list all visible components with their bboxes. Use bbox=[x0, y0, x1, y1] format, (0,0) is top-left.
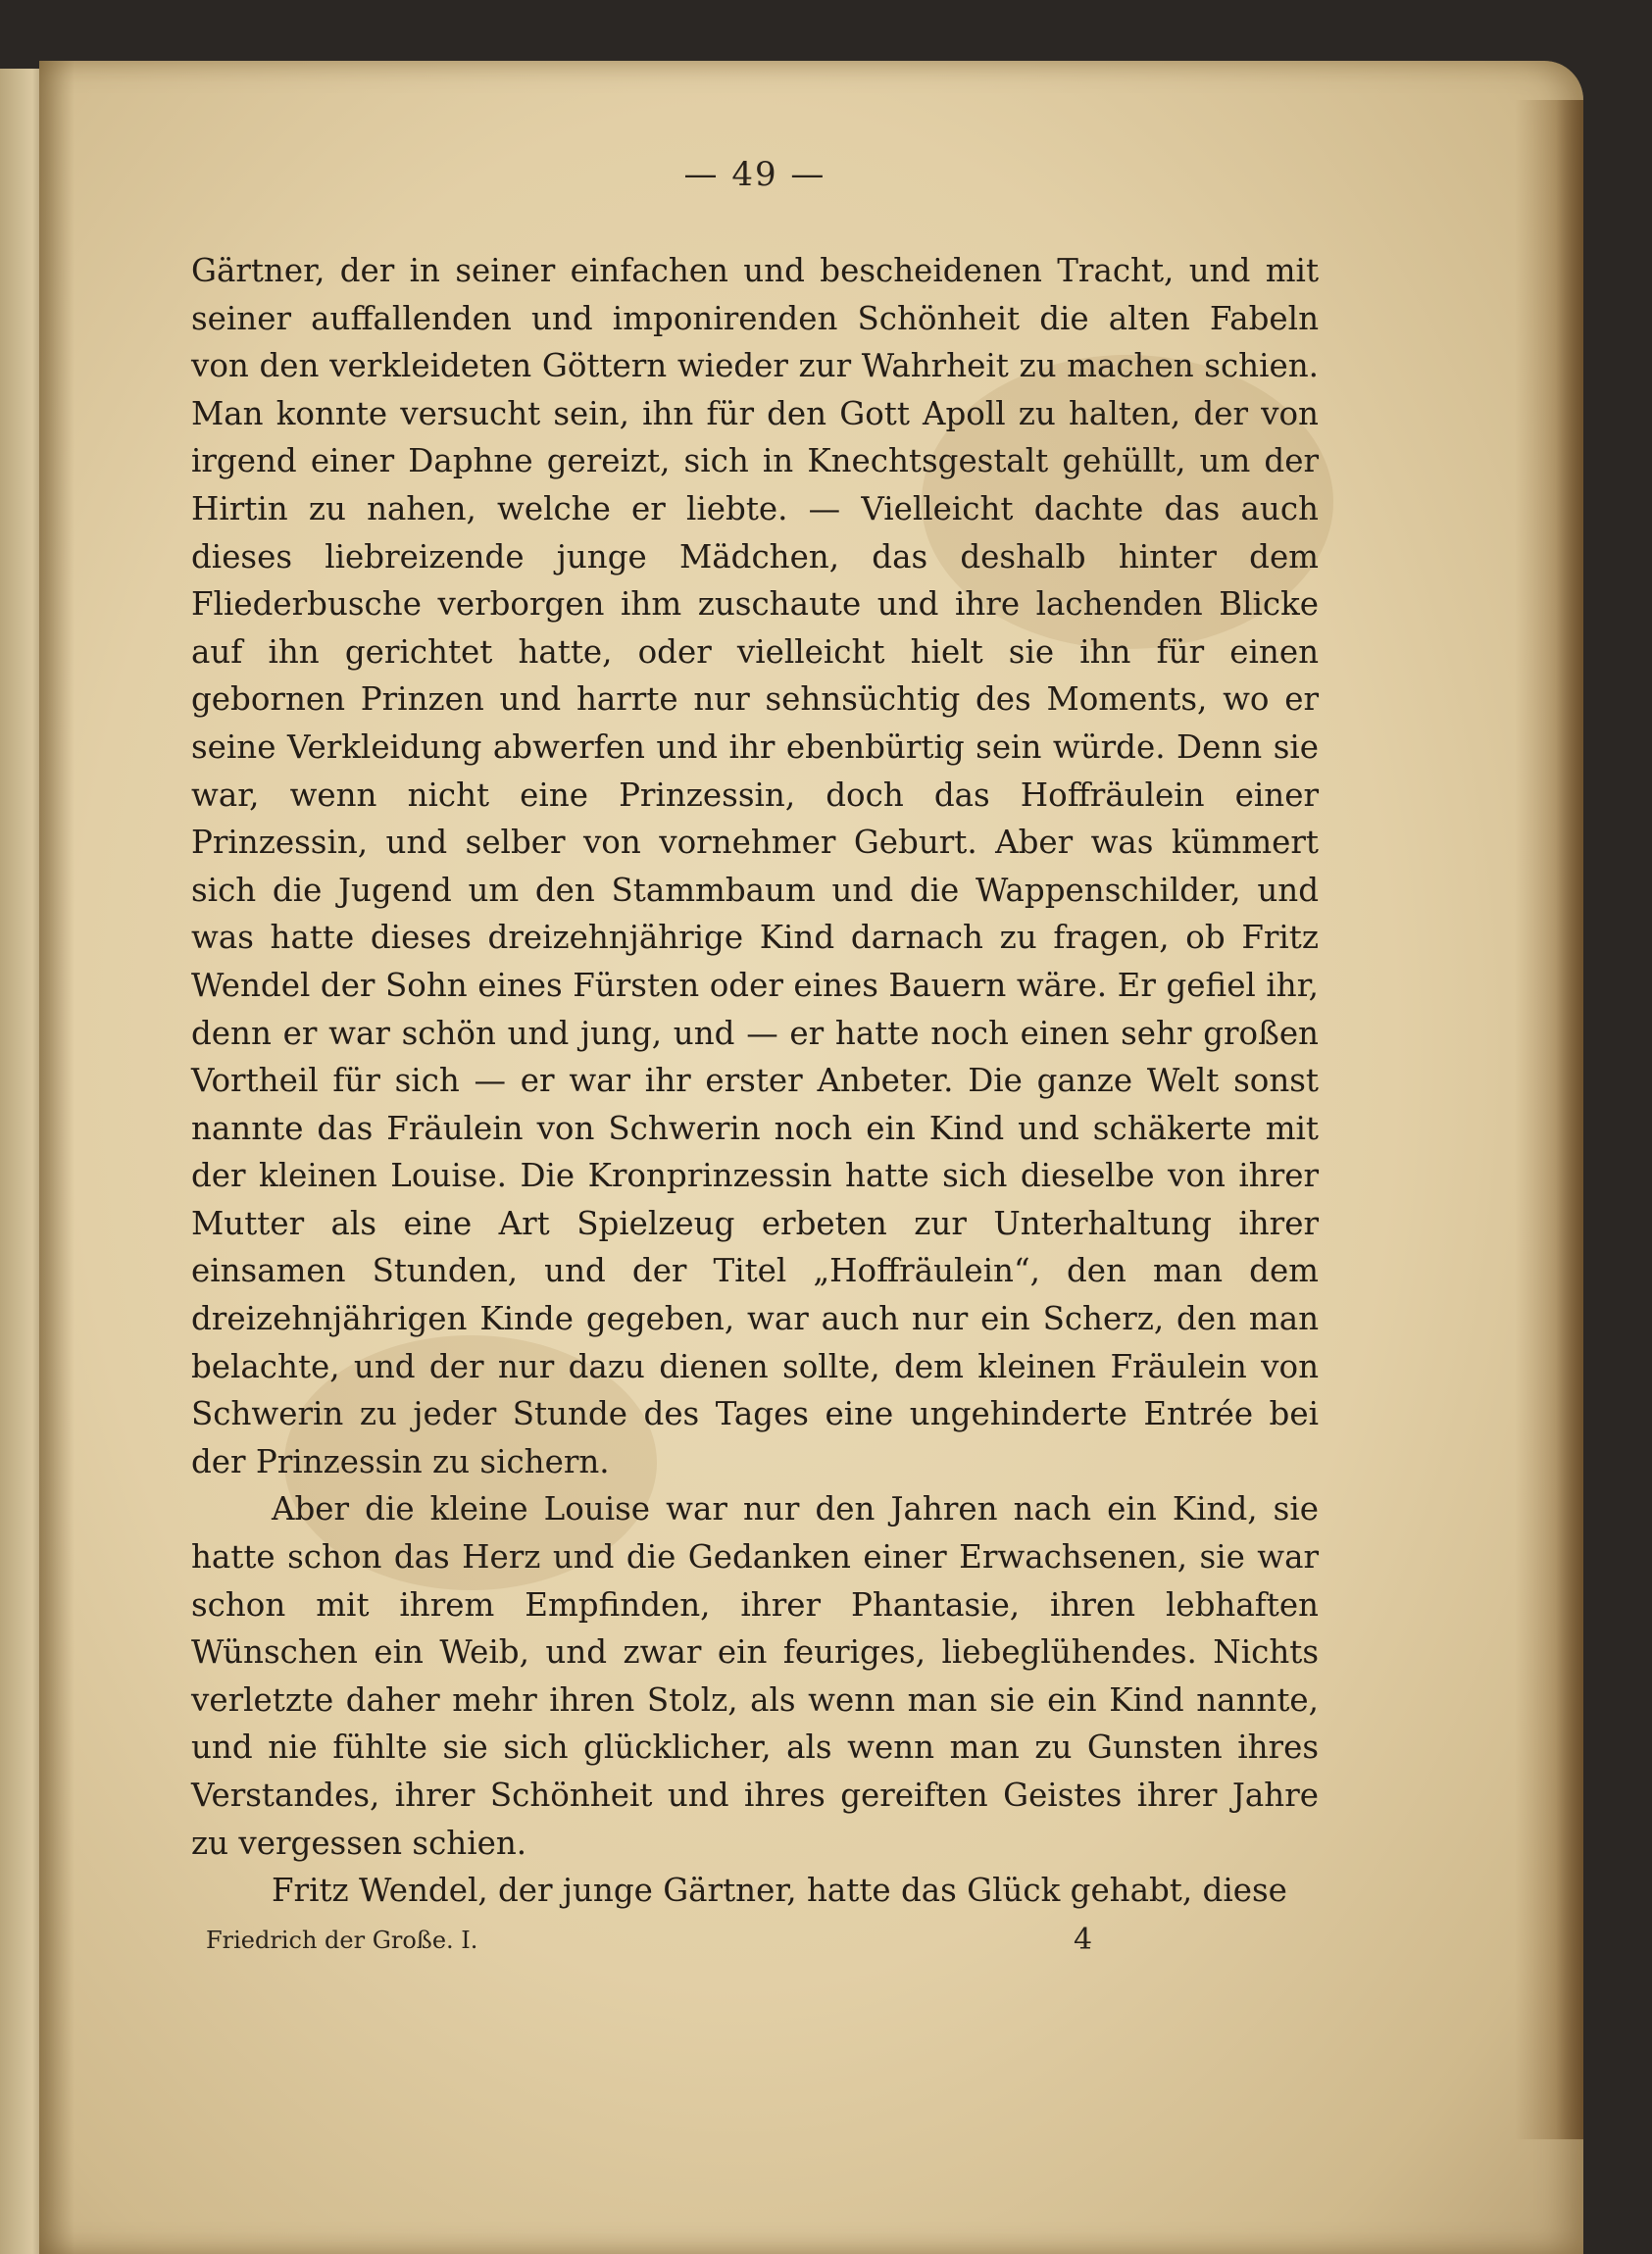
page-fore-edge bbox=[1515, 100, 1583, 2139]
body-text bbox=[191, 247, 1319, 1915]
paragraph-2: Aber die kleine Louise war nur den Jahren nach ein Kind, sie hatte schon das Herz und die Gedanken einer Erwachsenen, sie war schon mit ihrem Empfinden, ihrer Phantasie, ihren lebhaften Wünschen ein Weib, und zwar ein feuriges, liebeglühendes. Nichts verletzte daher mehr ihren Stolz, als wenn man sie ein Kind nannte, und nie fühlte sie sich glücklicher, als wenn man zu Gunsten ihres Verstandes, ihrer Schönheit und ihres gereiften Geistes ihrer Jahre zu vergessen schien. bbox=[191, 1490, 1319, 1862]
paragraph-3: Fritz Wendel, der junge Gärtner, hatte das Glück gehabt, diese bbox=[272, 1872, 1287, 1910]
footer-title: Friedrich der Große. I. bbox=[206, 1927, 478, 1954]
page-gutter-shadow bbox=[39, 61, 75, 2254]
paragraph-1: Gärtner, der in seiner einfachen und bescheidenen Tracht, und mit seiner auffallenden und imponirenden Schönheit die alten Fabeln von den verkleideten Göttern wieder zur Wahrheit zu machen schien. Man konnte versucht sein, ihn für den Gott Apoll zu halten, der von irgend einer Daphne gereizt, sich in Knechtsgestalt gehüllt, um der Hirtin zu nahen, welche er liebte. — Vielleicht dachte das auch dieses liebreizende junge Mädchen, das deshalb hinter dem Fliederbusche verborgen ihm zuschaute und ihre lachenden Blicke auf ihn gerichtet hatte, oder vielleicht hielt sie ihn für einen gebornen Prinzen und harrte nur sehnsüchtig des Moments, wo er seine Verkleidung abwerfen und ihr ebenbürtig sein würde. Denn sie war, wenn nicht eine Prinzessin, doch das Hoffräulein einer Prinzessin, und selber von vornehmer Geburt. Aber was kümmert sich die Jugend um den Stammbaum und die Wappenschilder, und was hatte dieses dreizehnjährige Kind darnach zu fragen, ob Fritz Wendel der Sohn eines Fürsten oder eines Bauern wäre. Er gefiel ihr, denn er war schön und jung, und — er hatte noch einen sehr großen Vortheil für sich — er war ihr erster Anbeter. Die ganze Welt sonst nannte das Fräulein von Schwerin noch ein Kind und schäkerte mit der kleinen Louise. Die Kronprinzessin hatte sich dieselbe von ihrer Mutter als eine Art Spielzeug erbeten zur Unterhaltung ihrer einsamen Stunden, und der Titel „Hoffräulein“, den man dem dreizehnjährigen Kinde gegeben, war auch nur ein Scherz, den man belachte, und der nur dazu dienen sollte, dem kleinen Fräulein von Schwerin zu jeder Stunde des Tages eine ungehinderte Entrée bei der Prinzessin zu sichern. bbox=[191, 252, 1319, 1480]
signature-mark: 4 bbox=[1074, 1923, 1093, 1957]
page-number: — 49 — bbox=[683, 155, 826, 194]
page-footer bbox=[206, 1923, 1284, 1957]
